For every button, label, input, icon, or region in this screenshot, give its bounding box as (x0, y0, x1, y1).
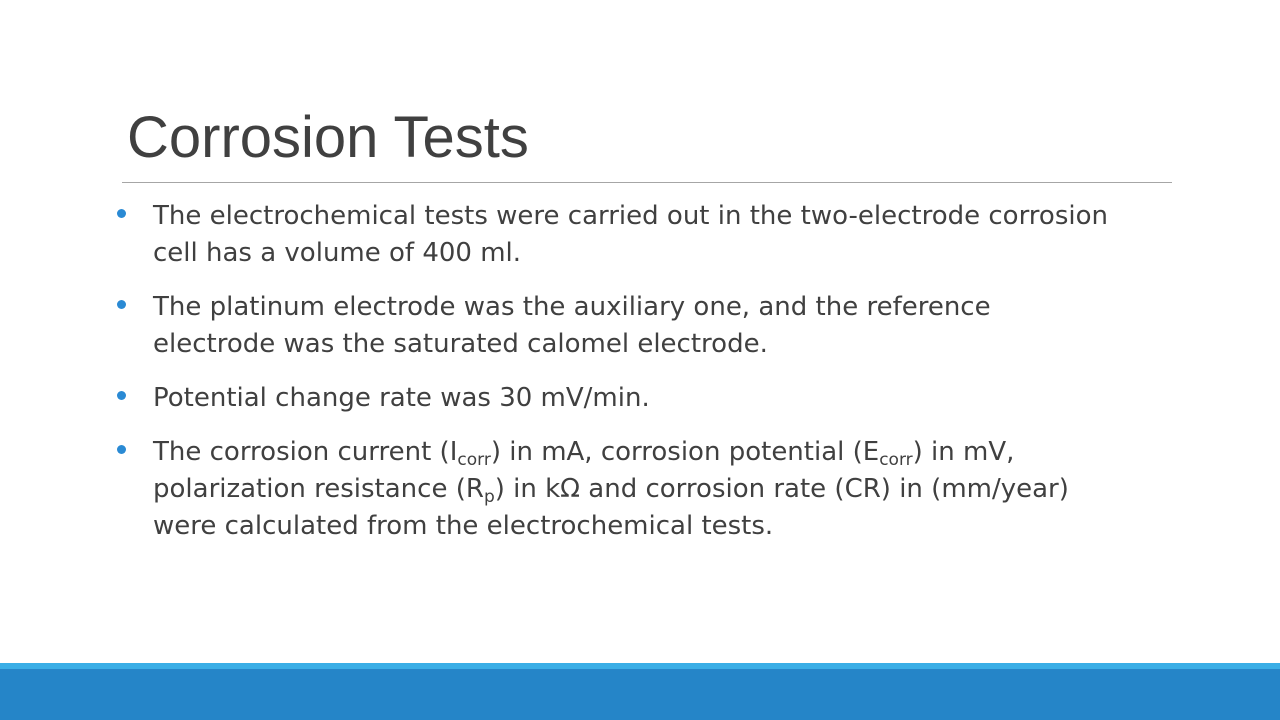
bullet-text (153, 434, 1112, 545)
bullet-item (112, 289, 1112, 363)
bullet-dot-icon (117, 300, 126, 309)
subscript-corr: corr (879, 450, 913, 470)
bullet-text-part: ) in mV, polarization resistance (R (153, 437, 1015, 504)
bullet-dot-icon (117, 209, 126, 218)
bullet-item (112, 198, 1112, 272)
bullet-item (112, 380, 1112, 417)
bullet-item (112, 434, 1112, 545)
subscript-p: p (483, 487, 495, 507)
title-divider (122, 182, 1172, 183)
slide-title: Corrosion Tests (127, 105, 529, 170)
subscript-corr: corr (457, 450, 491, 470)
bullet-text: The platinum electrode was the auxiliary one, and the reference electrode was the saturated calomel electrode. (153, 292, 991, 359)
bullet-list (112, 198, 1112, 562)
bullet-text-part: The corrosion current (I (153, 437, 458, 467)
bullet-dot-icon (117, 445, 126, 454)
footer-bar (0, 669, 1280, 720)
bullet-text-part: ) in kΩ and corrosion rate (CR) in (mm/year) were calculated from the electrochemical tests. (153, 474, 1069, 541)
bullet-dot-icon (117, 391, 126, 400)
bullet-text: Potential change rate was 30 mV/min. (153, 383, 650, 413)
bullet-text-part: ) in mA, corrosion potential (E (490, 437, 880, 467)
bullet-text: The electrochemical tests were carried out in the two-electrode corrosion cell has a volume of 400 ml. (153, 201, 1108, 268)
